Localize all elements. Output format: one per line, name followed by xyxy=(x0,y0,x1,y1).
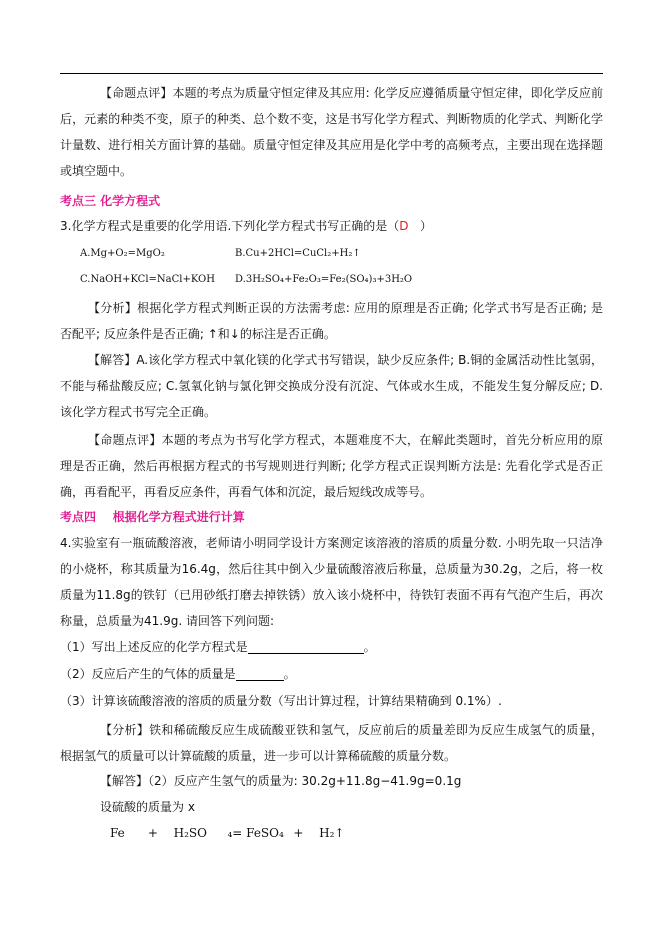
sub-question-2-end: 。 xyxy=(283,667,296,681)
question-4: 4.实验室有一瓶硫酸溶液，老师请小明同学设计方案测定该溶液的溶质的质量分数. 小明先取一只洁净的小烧杯，称其质量为16.4g，然后往其中倒入少量硫酸溶液后称量，总质量为30.2g，之后，将一枚质量为11.8g的铁钉（已用砂纸打磨去掉铁锈）放入该小烧杯中，待铁钉表面不再有气泡产生后，再次称量，总质量为41.9g. 请回答下列问题: xyxy=(60,536,603,628)
sub-question-1-text: （1）写出上述反应的化学方程式是 xyxy=(60,640,248,654)
formula-term: H₂SO xyxy=(173,826,207,840)
solution-label: 【解答】 xyxy=(88,353,137,367)
comment-paragraph-3 xyxy=(60,427,603,505)
comment-text: 本题的考点为书写化学方程式，本题难度不大，在解此类题时，首先分析应用的原理是否正确，然后再根据方程式的书写规则进行判断; 化学方程式正误判断方法是: 先看化学式是否正确，再看配平，再看反应条件，再看气体和沉淀，最后短线改成等号。 xyxy=(60,433,603,499)
formula-operator: + xyxy=(147,826,158,840)
let-statement: 设硫酸的质量为 x xyxy=(100,800,195,814)
sub-question-3: （3）计算该硫酸溶液的溶质的质量分数（写出计算过程，计算结果精确到 0.1%）. xyxy=(60,694,502,708)
question-3 xyxy=(60,213,432,239)
option-d: D.3H₂SO₄+Fe₂O₃=Fe₂(SO₄)₃+3H₂O xyxy=(235,274,413,285)
analysis-paragraph-3 xyxy=(60,295,603,347)
answer-mark: D xyxy=(399,219,409,233)
answer-blank-2[interactable] xyxy=(236,666,284,681)
section-heading-4: 考点四 根据化学方程式进行计算 xyxy=(60,510,245,524)
answer-blank-1[interactable] xyxy=(248,639,364,654)
sub-question-2-text: （2）反应后产生的气体的质量是 xyxy=(60,667,236,681)
analysis-label: 【分析】 xyxy=(100,723,150,737)
solution-text: A.该化学方程式中氧化镁的化学式书写错误，缺少反应条件; B.铜的金属活动性比氢弱，不能与稀盐酸反应; C.氢氧化钠与氯化钾交换成分没有沉淀、气体或水生成，不能发生复分解反应; D.该化学方程式书写完全正确。 xyxy=(60,353,603,419)
solution-label: 【解答】 xyxy=(100,774,149,788)
solution-paragraph-3 xyxy=(60,347,603,425)
option-c: C.NaOH+KCl=NaCl+KOH xyxy=(80,274,215,285)
formula-term: H₂↑ xyxy=(319,826,345,840)
option-a: A.Mg+O₂=MgO₂ xyxy=(80,248,165,259)
sub-question-1-end: 。 xyxy=(363,640,376,654)
header-rule xyxy=(60,73,603,74)
analysis-text: 铁和稀硫酸反应生成硫酸亚铁和氢气，反应前后的质量差即为反应生成氢气的质量，根据氢气的质量可以计算硫酸的质量，进一步可以计算稀硫酸的质量分数。 xyxy=(60,723,603,763)
analysis-label: 【分析】 xyxy=(88,301,138,315)
analysis-paragraph-4 xyxy=(60,717,603,769)
formula-term: ₄= FeSO₄ xyxy=(227,826,284,840)
sub-question-1 xyxy=(60,634,376,660)
solution-line-4 xyxy=(100,768,461,794)
question-3-close: ） xyxy=(408,219,432,233)
formula-operator: + xyxy=(293,826,304,840)
comment-paragraph-1 xyxy=(60,80,603,184)
option-b: B.Cu+2HCl=CuCl₂+H₂↑ xyxy=(235,248,361,259)
analysis-text: 根据化学方程式判断正误的方法需考虑: 应用的原理是否正确; 化学式书写是否正确; 是否配平; 反应条件是否正确; ↑和↓的标注是否正确。 xyxy=(60,301,603,341)
question-3-text: 3.化学方程式是重要的化学用语.下列化学方程式书写正确的是（ xyxy=(60,219,400,233)
section-heading-3: 考点三 化学方程式 xyxy=(60,194,161,208)
comment-label: 【命题点评】 xyxy=(88,433,162,447)
comment-label: 【命题点评】 xyxy=(100,86,173,100)
reaction-equation xyxy=(110,820,344,846)
formula-term: Fe xyxy=(110,826,125,840)
sub-question-2 xyxy=(60,661,296,687)
solution-text: （2）反应产生氢气的质量为: 30.2g+11.8g−41.9g=0.1g xyxy=(148,774,462,788)
comment-text: 本题的考点为质量守恒定律及其应用: 化学反应遵循质量守恒定律，即化学反应前后，元素的种类不变，原子的种类、总个数不变，这是书写化学方程式、判断物质的化学式、判断化学计量数、进行相关方面计算的基础。质量守恒定律及其应用是化学中考的高频考点，主要出现在选择题或填空题中。 xyxy=(60,86,603,178)
